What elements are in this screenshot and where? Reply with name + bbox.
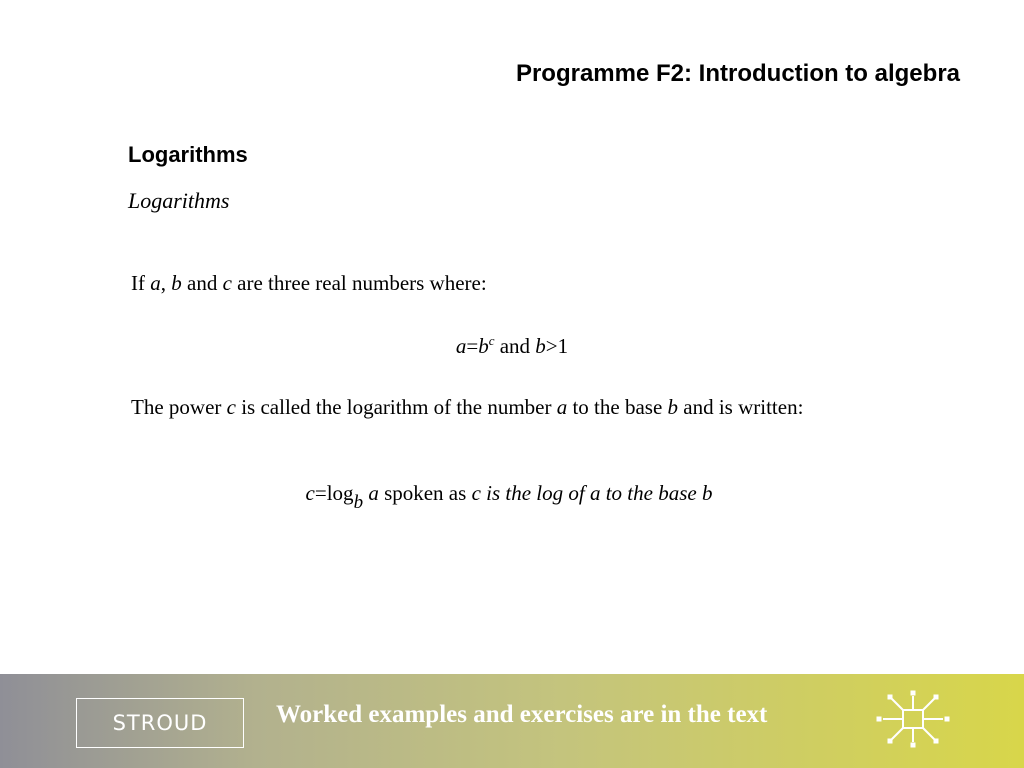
stroud-brand: STROUD [76, 698, 244, 748]
section-subheading: Logarithms [128, 188, 230, 213]
definition-paragraph: The power c is called the logarithm of the number a to the base b and is written: [131, 395, 804, 419]
page-title: Programme F2: Introduction to algebra [515, 60, 960, 87]
log-equation: $c=\log_b$ a spoken as c is the log of a to the base b [305, 481, 713, 513]
footer-note: Worked examples and exercises are in the text [276, 701, 768, 728]
network-node-icon [873, 688, 953, 750]
intro-paragraph: If a, b and c are three real numbers where: [131, 271, 487, 295]
section-heading: Logarithms [128, 142, 248, 167]
power-equation: $a=b^c$ and b>1 [455, 333, 569, 358]
footer-bar [0, 674, 1024, 768]
